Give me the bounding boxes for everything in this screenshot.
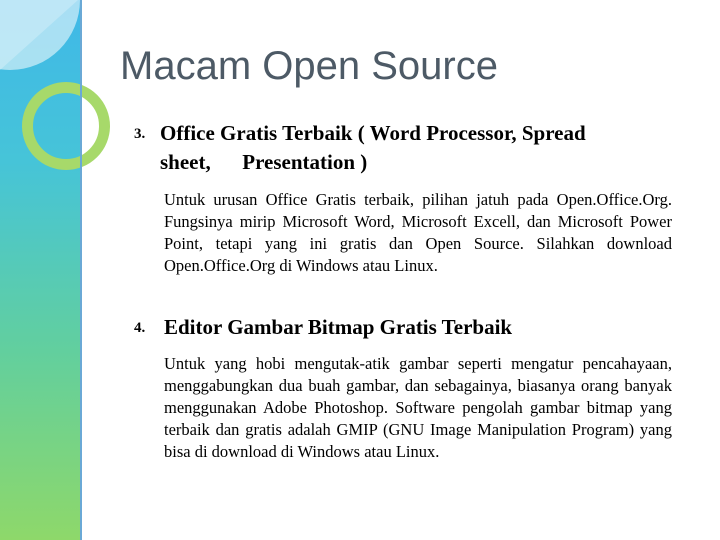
item-heading-line: sheet, Presentation ) [160, 150, 368, 174]
item-heading: Editor Gambar Bitmap Gratis Terbaik [164, 315, 513, 339]
item-description: Untuk urusan Office Gratis terbaik, pilihan jatuh pada Open.Office.Org. Fungsinya mirip Microsoft Word, Microsoft Excell, dan Microsoft Power Point, tetapi yang ini gratis dan Open Source. Silahkan download Open.Office.Org di Windows atau Linux. [164, 190, 672, 275]
decorative-vertical-line [80, 0, 82, 540]
decorative-side-band [0, 0, 80, 540]
list-number: 3. [134, 126, 146, 142]
list-number: 4. [134, 320, 146, 336]
slide-title: Macam Open Source [120, 44, 498, 88]
item-heading-line: Office Gratis Terbaik ( Word Processor, Spread [160, 121, 586, 145]
item-heading [160, 119, 680, 177]
decorative-ring-shape [22, 82, 110, 170]
item-description: Untuk yang hobi mengutak-atik gambar seperti mengatur pencahayaan, menggabungkan dua buah gambar, dan sebagainya, biasanya orang banyak menggunakan Adobe Photoshop. Software pengolah gambar bitmap yang terbaik dan gratis adalah GMIP (GNU Image Manipulation Program) yang bisa di download di Windows atau Linux. [164, 354, 672, 461]
